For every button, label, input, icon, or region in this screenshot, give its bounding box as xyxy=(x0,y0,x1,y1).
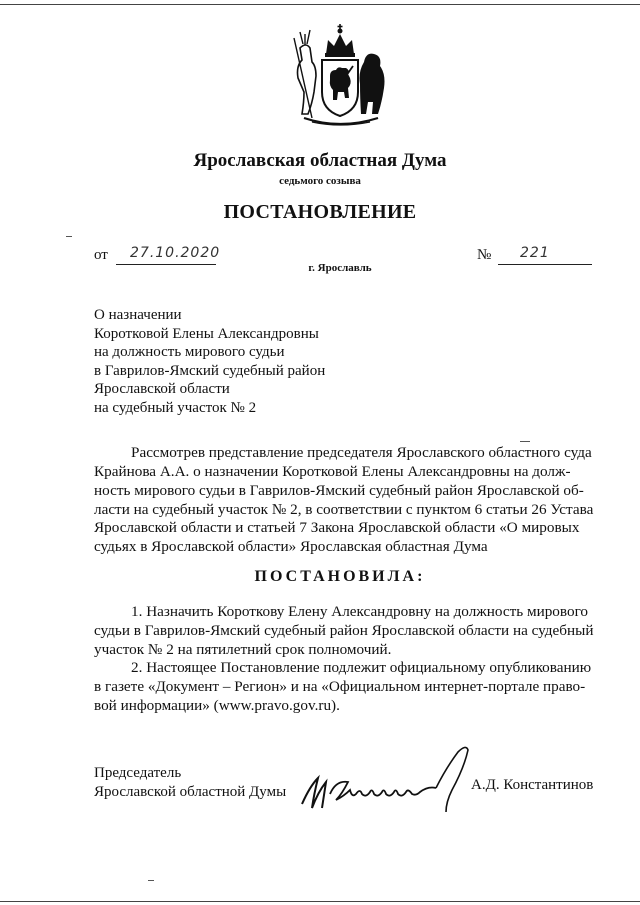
clause-2-line: в газете «Документ – Регион» и на «Официальном интернет-портале право- xyxy=(94,678,586,695)
preamble-line: ласти на судебный участок № 2, в соответствии с пунктом 6 статьи 26 Устава xyxy=(94,501,594,518)
clause-1-line: 1. Назначить Короткову Елену Александровну на должность мирового xyxy=(131,603,589,620)
handwritten-signature-icon xyxy=(296,738,478,820)
clause-1-line: судьи в Гаврилов-Ямский судебный район Ярославской области на судебный xyxy=(94,622,594,639)
preamble-line: Рассмотрев представление председателя Ярославского областного суда xyxy=(131,444,592,461)
clause-2-line: 2. Настоящее Постановление подлежит официальному опубликованию xyxy=(131,659,592,676)
preamble-line: Ярославской области и статьей 7 Закона Ярославской области «О мировых xyxy=(94,519,580,536)
date-value: 27.10.2020 xyxy=(130,245,221,261)
signatory-name: А.Д. Константинов xyxy=(471,777,594,793)
scan-edge-bottom xyxy=(0,901,640,902)
subject-block xyxy=(94,306,325,418)
subject-line: Коротковой Елены Александровны xyxy=(94,325,319,342)
signatory-title-line: Ярославской областной Думы xyxy=(94,783,287,800)
preamble-line: Крайнова А.А. о назначении Коротковой Елены Александровны на долж- xyxy=(94,463,571,480)
preamble-line: судьях в Ярославской области» Ярославская областная Дума xyxy=(94,538,488,555)
scan-mark xyxy=(520,441,530,442)
coat-of-arms-icon xyxy=(286,18,394,130)
resolved-heading: ПОСТАНОВИЛА: xyxy=(254,568,426,585)
scan-mark xyxy=(66,236,72,237)
scan-edge-top xyxy=(0,4,640,5)
scan-mark xyxy=(148,880,154,881)
clause-2-line: вой информации» (www.pravo.gov.ru). xyxy=(94,697,340,714)
clause-1-line: участок № 2 на пятилетний срок полномочий. xyxy=(94,641,392,658)
subject-line: Ярославской области xyxy=(94,381,230,398)
document-type-heading: ПОСТАНОВЛЕНИЕ xyxy=(223,201,417,223)
subject-line: О назначении xyxy=(94,307,182,323)
number-value: 221 xyxy=(520,245,550,261)
subject-line: в Гаврилов-Ямский судебный район xyxy=(94,362,326,379)
organization-title: Ярославская областная Дума xyxy=(193,150,447,171)
signatory-title-line: Председатель xyxy=(94,765,182,781)
preamble-line: ность мирового судьи в Гаврилов-Ямский судебный район Ярославской об- xyxy=(94,482,584,499)
date-label: от xyxy=(94,247,108,263)
subject-line: на должность мирового судьи xyxy=(94,344,285,361)
convocation-subtitle: седьмого созыва xyxy=(279,175,361,187)
subject-line: на судебный участок № 2 xyxy=(94,399,257,416)
signatory-title xyxy=(94,764,286,801)
number-label: № xyxy=(477,247,492,263)
city-line: г. Ярославль xyxy=(308,262,372,274)
